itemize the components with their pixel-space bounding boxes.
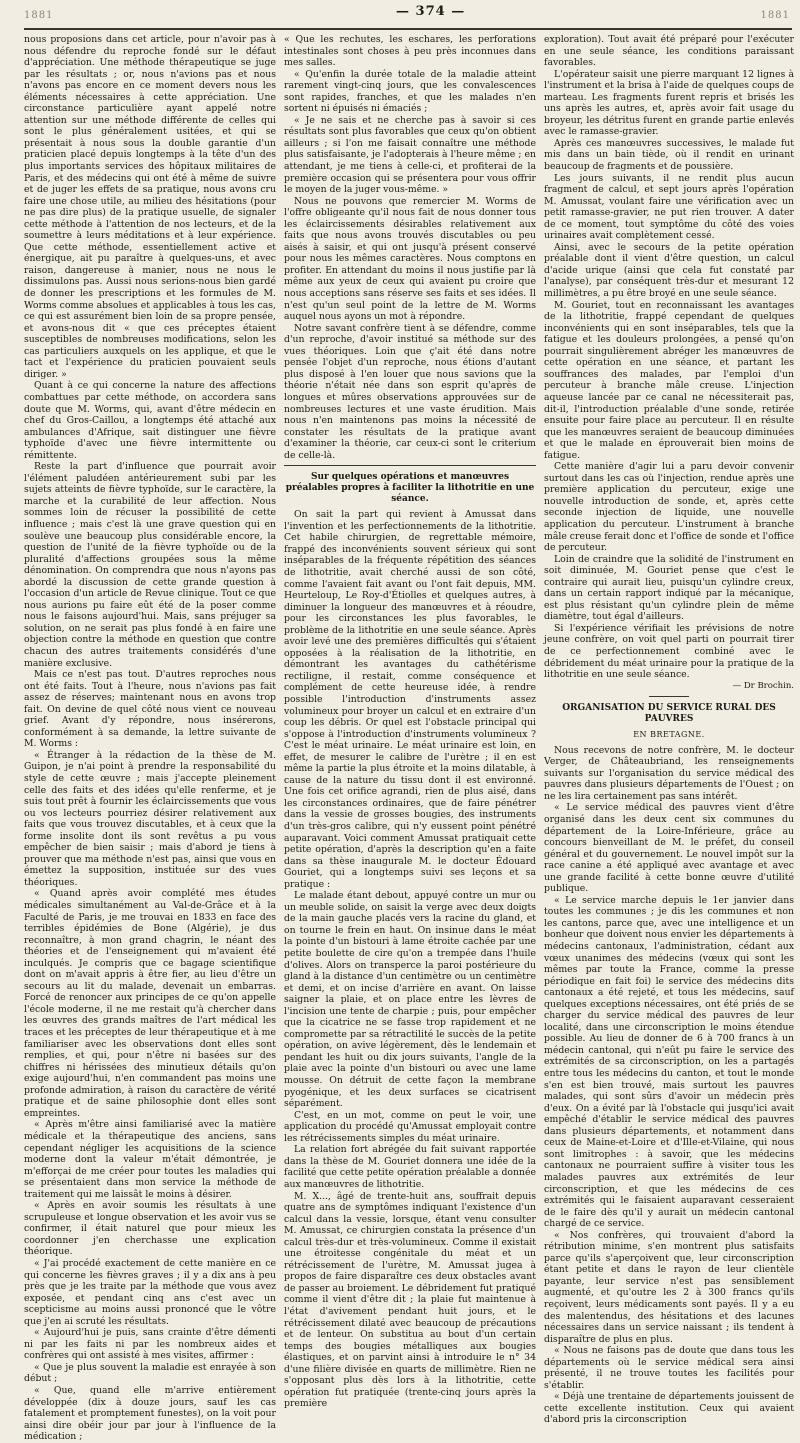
section-divider [284,465,536,466]
paragraph: Nous recevons de notre confrère, M. le docteur Verger, de Châteaubriand, les renseignements suivants sur l'organisation du service médical des pauvres dans plusieurs départements de l'Ouest ; on ne les lira certainement pas sans intérêt. [544,744,794,802]
paragraph: « Le service marche depuis le 1er janvier dans toutes les communes ; je dis les communes et non les cantons, parce que, avec une intelligence et un bonheur que doivent nous envier les départements à médecins cantonaux, l'administration, cédant aux vœux unanimes des médecins (vœux qui sont les mêmes par toute la France, comme la presse périodique en fait foi) le service des médecins dits cantonaux a été rejeté, et tous les médecins, sauf quelques exceptions nécessaires, ont été priés de se charger du service médical des pauvres de leur localité, dans une circonscription le moins étendue possible. Au lieu de donner de 6 à 700 francs à un médecin cantonal, qui n'eût pu faire le service des extrémités de sa circonscription, on les a partagés entre tous les médecins du canton, et tout le monde s'en est bien trouvé, mais surtout les pauvres malades, qui sont sûrs d'avoir un médecin près d'eux. On a évité par là l'obstacle qui jusqu'ici avait empêché d'établir le service médical des pauvres dans plusieurs départements, et notamment dans ceux de Maine-et-Loire et d'Ille-et-Vilaine, qui nous sont limitrophes : à savoir, que les médecins cantonaux ne pourraient suffire à visiter tous les malades pauvres aux extrémités de leur circonscription, et que les médecins de ces extrémités qui le faisaient auparavant cesseraient de le faire dès qu'il y aurait un médecin cantonal chargé de ce service. [544,894,794,1230]
paragraph: « Après en avoir soumis les résultats à une scrupuleuse et longue observation et les avoir vus se confirmer, il était naturel que pour mieux les coordonner j'en cherchasse une explication théorique. [24,1200,276,1258]
column-3 [544,34,794,1426]
paragraph: « Aujourd'hui je puis, sans crainte d'être démenti ni par les faits ni par les nombreux aides et confrères qui ont assisté à mes visites, affirmer : [24,1327,276,1362]
page-header [24,4,790,26]
paragraph: « Que je plus souvent la maladie est enrayée à son début ; [24,1361,276,1385]
paragraph: « Que, quand elle m'arrive entièrement développée (dix à douze jours, sauf les cas fatalement et promptement funestes), on la voit pour ainsi dire obéir jour par jour à l'influence de la médication ; [24,1384,276,1443]
paragraph: « Déjà une trentaine de départements jouissent de cette excellente institution. Ceux qui avaient d'abord pris la circonscription [544,1391,794,1426]
paragraph: C'est, en un mot, comme on peut le voir, une application du procédé qu'Amussat employait contre les rétrécissements simples du méat urinaire. [284,1109,536,1144]
paragraph: Reste la part d'influence que pourrait avoir l'élément paludéen antérieurement subi par les sujets atteints de fièvre typhoïde, sur le caractère, la marche et la curabilité de leur affection. Nous sommes loin de récuser la possibilité de cette influence ; mais c'est là une grave question qui en soulève une beaucoup plus considérable encore, la question de l'unité de la fièvre typhoïde ou de la pluralité d'affections groupées sous la même dénomination. On comprendra que nous n'ayons pas abordé la discussion de cette grande question à l'occasion d'un article de Revue clinique. Tout ce que nous aurions pu faire eût été de la poser comme nous le faisons aujourd'hui. Mais, sans préjuger sa solution, on ne serait pas plus fondé à en faire une objection contre la méthode en question que contre chacun des autres traitements considérés d'une manière exclusive. [24,461,276,669]
paragraph: « Je ne sais et ne cherche pas à savoir si ces résultats sont plus favorables que ceux qu'on obtient ailleurs ; si l'on me faisait connaître une méthode plus satisfaisante, je l'adopterais à l'heure même ; en attendant, je me tiens à celle-ci, et profiterai de la première occasion qui se présentera pour vous offrir le moyen de la juger vous-même. » [284,114,536,196]
paragraph: Après ces manœuvres successives, le malade fut mis dans un bain tiède, où il rendit en urinant beaucoup de fragments et de poussière. [544,137,794,173]
section-subtitle: EN BRETAGNE. [633,730,705,740]
header-left-mark: 1881 [24,10,54,21]
page-number: — 374 — [396,4,466,19]
paragraph: Nous ne pouvons que remercier M. Worms de l'offre obligeante qu'il nous fait de nous donner tous les éclaircissements désirables relativement aux faits que nous avons trouvés discutables ou peu aisés à saisir, et qui ont jusqu'à présent conservé pour nous les mêmes caractères. Nous comptons en profiter. En attendant du moins il nous justifie par là même aux yeux de ceux qui avaient pu croire que nous acceptions sans réserve ses faits et ses idées. Il n'est qu'un seul point de la lettre de M. Worms auquel nous ayons un mot à répondre. [284,195,536,323]
paragraph: Si l'expérience vérifiait les prévisions de notre jeune confrère, on voit quel parti on pourrait tirer de ce perfectionnement combiné avec le débridement du méat urinaire pour la pratique de la lithotritie en une seule séance. [544,622,794,681]
column-1 [24,34,276,1443]
paragraph: L'opérateur saisit une pierre marquant 12 lignes à l'instrument et la brisa à l'aide de quelques coups de marteau. Les fragments furent repris et brisés les uns après les autres, et, après avoir fait usage du broyeur, les détritus furent en grande partie enlevés avec le ramasse-gravier. [544,68,794,138]
paragraph: Loin de craindre que la solidité de l'instrument en soit diminuée, M. Gouriet pense que c'est le contraire qui aurait lieu, puisqu'un cylindre creux, dans un certain rapport indiqué par la mécanique, est plus résistant qu'un cylindre plein de même diamètre, tout égal d'ailleurs. [544,553,794,623]
paragraph: « Que les rechutes, les eschares, les perforations intestinales sont choses à peu près inconnues dans mes salles. [284,34,536,69]
paragraph: « Quand après avoir complété mes études médicales simultanément au Val-de-Grâce et à la Faculté de Paris, je me trouvai en 1833 en face des terribles épidémies de Bone (Algérie), je dus reconnaître, à mon grand chagrin, le néant des théories et de l'enseignement qui m'avaient été inculqués. Je compris que ce bagage scientifique dont on m'avait appris à être fier, au lieu d'être un secours au lit du malade, devenait un embarras. Forcé de renoncer aux principes de ce qu'on appelle l'école moderne, il ne me restait qu'à chercher dans les œuvres des grands maîtres de l'art médical les traces et les préceptes de leur thérapeutique et à me familiariser avec les observations dont elles sont remplies, et qui, pour n'être ni basées sur des chiffres ni hérissées des minutieux détails qu'on exige aujourd'hui, n'en commandent pas moins une profonde admiration, à raison du caractère de vérité pratique et de saine philosophie dont elles sont empreintes. [24,888,276,1119]
paragraph: « Qu'enfin la durée totale de la maladie atteint rarement vingt-cinq jours, que les convalescences sont rapides, franches, et que les malades n'en sortent ni épuisés ni émaciés ; [284,68,536,115]
paragraph: Le malade étant debout, appuyé contre un mur ou un meuble solide, on saisit la verge avec deux doigts de la main gauche placés vers la racine du gland, et on tourne le frein en haut. On insinue dans le méat la pointe d'un bistouri à lame étroite cachée par une petite boulette de cire qu'on a trempée dans l'huile d'olives. Alors on transperce la paroi postérieure du gland à la distance d'un centimètre ou un centimètre et demi, et on incise d'arrière en avant. On laisse saigner la plaie, et on place entre les lèvres de l'incision une tente de charpie ; puis, pour empêcher que la cicatrice ne se fasse trop rapidement et ne compromette par sa rétractilité le succès de la petite opération, on avive légèrement, dès le lendemain et pendant les huit ou dix jours suivants, l'angle de la plaie avec la pointe d'un bistouri ou avec une lame mousse. On détruit de cette façon la membrane pyogénique, et les deux surfaces se cicatrisent séparément. [284,890,536,1110]
paragraph: Ainsi, avec le secours de la petite opération préalable dont il vient d'être question, un calcul d'acide urique (ainsi que cela fut constaté par l'analyse), par conséquent très-dur et mesurant 12 millimètres, a pu être broyé en une seule séance. [544,241,794,300]
paragraph: La relation fort abrégée du fait suivant rapportée dans la thèse de M. Gouriet donnera une idée de la facilité que cette petite opération préalable a donnée aux manœuvres de lithotritie. [284,1144,536,1190]
paragraph: « Après m'être ainsi familiarisé avec la matière médicale et la thérapeutique des anciens, sans cependant négliger les acquisitions de la science moderne dont la valeur m'était démontrée, je m'efforçai de me créer pour toutes les maladies qui se présentaient dans mon service la méthode de traitement qui me laissât le moins à désirer. [24,1119,276,1200]
paragraph: « Nos confrères, qui trouvaient d'abord la rétribution minime, s'en montrent plus satisfaits parce qu'ils s'aperçoivent que, leur circonscription étant petite et dans le rayon de leur clientèle payante, leur service n'est pas sensiblement augmenté, et qu'outre les 2 à 300 francs qu'ils reçoivent, leurs médicaments sont payés. Il y a eu des malentendus, des hésitations et des lacunes nécessaires dans un service naissant ; ils tendent à disparaître de plus en plus. [544,1229,794,1345]
paragraph: nous proposions dans cet article, pour n'avoir pas à nous défendre du reproche fondé sur le défaut d'appréciation. Une méthode thérapeutique se juge par les résultats ; or, nous n'avions pas et nous n'avons pas encore en ce moment devers nous les éléments nécessaires à cette appréciation. Une circonstance particulière ayant appelé notre attention sur une méthode différente de celles qui sont le plus généralement usitées, et qui se présentait à nous sous la double garantie d'un praticien placé depuis longtemps à la tête d'un des plus importants services des hôpitaux militaires de Paris, et des médecins qui ont été à même de suivre et de juger les effets de sa pratique, nous avons cru faire une chose utile, au milieu des hésitations (pour ne pas dire plus) de la pratique usuelle, de signaler cette méthode à l'attention de nos lecteurs, et de la soumettre à leurs méditations et à leur expérience. Que cette méthode, essentiellement active et énergique, ait pu paraître à quelques-uns, et avec raison, dangereuse à manier, nous ne nous le dissimulons pas. Aussi nous serions-nous bien gardé de donner les prescriptions et les formules de M. Worms comme absolues et applicables à tous les cas, ce qui est assurément bien loin de sa propre pensée, et avons-nous dit « que ces préceptes étaient susceptibles de nombreuses modifications, selon les cas particuliers auxquels on les applique, et que le tact et l'expérience du praticien pouvaient seuls diriger. » [24,34,276,380]
paragraph: « J'ai procédé exactement de cette manière en ce qui concerne les fièvres graves ; il y a dix ans à peu près que je les traite par la méthode que vous avez exposée, et pendant cinq ans c'est avec un scepticisme au moins aussi prononcé que le vôtre que j'en ai scruté les résultats. [24,1257,276,1327]
paragraph: M. Gouriet, tout en reconnaissant les avantages de la lithotritie, frappé cependant de quelques inconvénients qui en sont inséparables, tels que la fatigue et les douleurs prolongées, a pensé qu'on pourrait singulièrement abréger les manœuvres de cette opération en une séance, et partant les souffrances des malades, par l'emploi d'un percuteur à branche mâle creuse. L'injection aqueuse lancée par ce canal ne nécessiterait pas, dit-il, l'introduction préalable d'une sonde, retirée ensuite pour faire place au percuteur. Il en résulte que les manœuvres seraient de beaucoup diminuées et que le malade en éprouverait bien moins de fatigue. [544,299,794,461]
paragraph: Les jours suivants, il ne rendit plus aucun fragment de calcul, et sept jours après l'opération M. Amussat, voulant faire une vérification avec un petit ramasse-gravier, ne put rien trouver. A dater de ce moment, tout symptôme du côté des voies urinaires avait complètement cessé. [544,172,794,242]
paragraph: Cette manière d'agir lui a paru devoir convenir surtout dans les cas où l'injection, rendue après une première application du percuteur, exige une nouvelle introduction de sonde, et, après cette seconde injection de liquide, une nouvelle application du percuteur. L'instrument à branche mâle creuse ferait donc et l'office de sonde et l'office de percuteur. [544,461,794,554]
paragraph: « Étranger à la rédaction de la thèse de M. Guipon, je n'ai point à prendre la responsabilité du style de cette œuvre ; mais j'accepte pleinement celle des faits et des idées qu'elle renferme, et je suis tout prêt à fournir les éclaircissements que vous ou vos lecteurs pourriez désirer relativement aux faits que vous trouvez discutables, et à ceux que la forme insolite dont ils sont revêtus a pu vous empêcher de bien saisir ; mais d'abord je tiens à prouver que ma méthode n'est pas, ainsi que vous en émettez la supposition, instituée sur des vues théoriques. [24,749,276,888]
paragraph: exploration). Tout avait été préparé pour l'exécuter en une seule séance, les conditions paraissant favorables. [544,34,794,69]
paragraph: « Le service médical des pauvres vient d'être organisé dans les deux cent six communes du département de la Loire-Inférieure, grâce au concours bienveillant de M. le préfet, du conseil général et du gouvernement. Le nouvel impôt sur la race canine a été appliqué avec avantage et avec une grande facilité à cette bonne œuvre d'utilité publique. [544,802,794,895]
column-2 [284,34,536,1410]
paragraph: On sait la part qui revient à Amussat dans l'invention et les perfectionnements de la lithotritie. Cet habile chirurgien, de regrettable mémoire, frappé des inconvénients souvent sérieux qui sont inséparables de la fréquente répétition des séances de lithotritie, avait cherché aussi de son côté, comme l'avaient fait avant ou l'ont fait depuis, MM. Heurteloup, Le Roy-d'Étiolles et quelques autres, à diminuer la longueur des manœuvres et à réoudre, pour les circonstances les plus favorables, le problème de la lithotritie en une seule séance. Après avoir levé une des premières difficultés qui s'étaient opposées à la réalisation de la lithotritie, en démontrant les avantages du cathétérisme rectiligne, il restait, comme conséquence et complément de cette heureuse idée, à rendre possible l'introduction d'instruments assez volumineux pour broyer un calcul et en extraire d'un coup les débris. Or quel est l'obstacle principal qui s'oppose à l'introduction d'instruments volumineux ? C'est le méat urinaire. Le méat urinaire est loin, en effet, de mesurer le calibre de l'urètre ; il en est même la partie la plus étroite et la moins dilatable, à cause de la nature du tissu dont il est environné. Une fois cet orifice agrandi, rien de plus aisé, dans les circonstances ordinaires, que de faire pénétrer dans la vessie de grosses bougies, des instruments d'un très-gros calibre, qui n'y eussent point pénétré auparavant. Voici comment Amussat pratiquait cette petite opération, d'après la description qu'en a faite dans sa thèse inaugurale M. le docteur Édouard Gouriet, qui a longtemps suivi ses leçons et sa pratique : [284,509,536,890]
paragraph: « Nous ne faisons pas de doute que dans tous les départements où le service médical sera ainsi présenté, il ne trouve toutes les facilités pour s'établir. [544,1345,794,1391]
paragraph: Quant à ce qui concerne la nature des affections combattues par cette méthode, on accordera sans doute que M. Worms, qui, avant d'être médecin en chef du Gros-Caillou, a longtemps été attaché aux ambulances d'Afrique, sait distinguer une fièvre typhoïde d'avec une fièvre intermittente ou rémittente. [24,380,276,461]
paragraph: M. X..., âgé de trente-huit ans, souffrait depuis quatre ans de symptômes indiquant l'existence d'un calcul dans la vessie, lorsque, étant venu consulter M. Amussat, ce chirurgien constata la présence d'un calcul très-dur et très-volumineux. Comme il existait une étroitesse congénitale du méat et un rétrécissement de l'urètre, M. Amussat jugea à propos de faire disparaître ces deux obstacles avant de passer au broiement. Le débridement fut pratiqué comme il vient d'être dit ; la plaie fut maintenue à l'état d'avivement pendant huit jours, et le rétrécissement dilaté avec beaucoup de précautions et de lenteur. On substitua au bout d'un certain temps des bougies métalliques aux bougies élastiques, et on parvint ainsi à introduire le n° 34 d'une filière divisée en quarts de millimètre. Rien ne s'opposant plus dès lors à la lithotritie, cette opération fut pratiquée (trente-cinq jours après la première [284,1190,536,1410]
header-right-mark: 1881 [760,10,790,21]
section-divider [649,696,689,697]
paragraph: Notre savant confrère tient à se défendre, comme d'un reproche, d'avoir institué sa méthode sur des vues théoriques. Loin que ç'ait été dans notre pensée l'objet d'un reproche, nous étions d'autant plus disposé à l'en louer que nous savions que la théorie n'était née dans son esprit qu'après de longues et mûres observations approuvées sur de nombreuses lectures et une vaste érudition. Mais nous n'en maintenons pas moins la nécessité de constater les résultats de la pratique avant d'examiner la théorie, car ceux-ci sont le criterium de celle-là. [284,322,536,461]
header-rule [24,28,792,30]
paragraph: Mais ce n'est pas tout. D'autres reproches nous ont été faits. Tout à l'heure, nous n'avions pas fait assez de réserves; maintenant nous en avons trop fait. On devine de quel côté nous vient ce nouveau grief. Avant d'y répondre, nous insérerons, conformément à sa demande, la lettre suivante de M. Worms : [24,669,276,750]
signature: — Dr Brochin. [732,680,794,691]
section-title-lithotritie: Sur quelques opérations et manœuvres préalables propres à faciliter la lithotritie en une séance. [285,472,535,505]
section-title-service-rural: ORGANISATION DU SERVICE RURAL DES PAUVRES [562,703,776,725]
